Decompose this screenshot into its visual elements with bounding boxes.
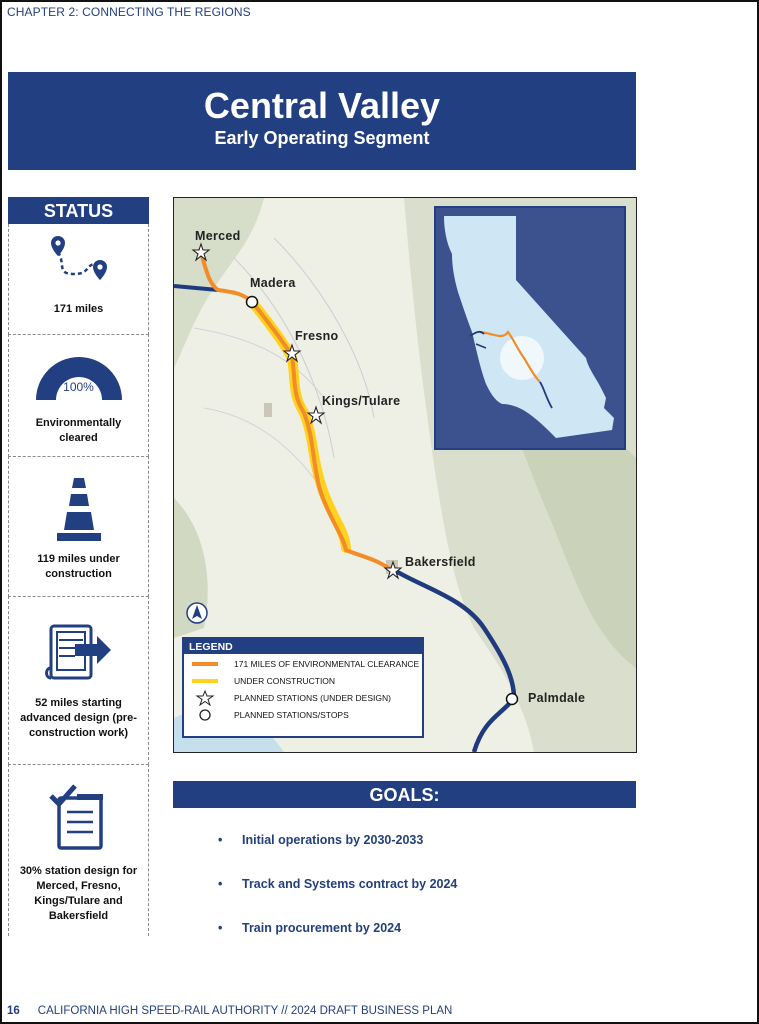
status-item-design xyxy=(8,596,149,765)
legend-label: PLANNED STATIONS (UNDER DESIGN) xyxy=(234,693,391,703)
footer-text: CALIFORNIA HIGH SPEED-RAIL AUTHORITY // 2024 DRAFT BUSINESS PLAN xyxy=(37,1005,453,1017)
legend-label: 171 MILES OF ENVIRONMENTAL CLEARANCE xyxy=(234,659,420,669)
city-label-fresno: Fresno xyxy=(295,329,339,343)
city-label-bakersfield: Bakersfield xyxy=(405,555,476,569)
status-caption: 30% station design for Merced, Fresno, Kings/Tulare and Bakersfield xyxy=(19,865,138,922)
orange-line-swatch xyxy=(190,656,220,672)
legend-label: UNDER CONSTRUCTION xyxy=(234,676,336,686)
title-banner xyxy=(8,72,636,170)
status-item-environmental xyxy=(8,334,149,457)
status-caption: 52 miles starting advanced design (pre-construction work) xyxy=(20,697,137,739)
map-legend xyxy=(182,637,424,738)
city-label-palmdale: Palmdale xyxy=(528,691,586,705)
gauge-value: 100% xyxy=(63,380,94,394)
yellow-line-swatch xyxy=(190,673,220,689)
blueprint-arrow-icon xyxy=(45,620,113,684)
bullet-icon: • xyxy=(218,877,223,891)
route-pins-icon xyxy=(44,234,114,289)
city-label-merced: Merced xyxy=(195,229,241,243)
legend-label: PLANNED STATIONS/STOPS xyxy=(234,710,349,720)
status-caption: 119 miles under construction xyxy=(37,553,120,580)
city-label-kings-tulare: Kings/Tulare xyxy=(322,394,401,408)
legend-title: LEGEND xyxy=(184,639,422,654)
bullet-icon: • xyxy=(218,921,223,935)
status-caption: Environmentally cleared xyxy=(35,417,122,444)
goal-text: Initial operations by 2030-2033 xyxy=(242,833,424,847)
page-footer xyxy=(7,1005,452,1017)
status-column xyxy=(8,224,149,936)
page-number: 16 xyxy=(7,1005,20,1017)
traffic-cone-icon xyxy=(54,476,104,542)
page-title: Central Valley xyxy=(203,85,441,126)
city-label-madera: Madera xyxy=(250,276,296,290)
status-item-construction xyxy=(8,456,149,597)
star-icon xyxy=(190,690,220,706)
circle-icon xyxy=(190,707,220,723)
goals-header: GOALS: xyxy=(173,781,636,808)
bullet-icon: • xyxy=(218,833,223,847)
status-header: STATUS xyxy=(8,197,149,224)
status-caption: 171 miles xyxy=(53,303,104,315)
california-inset-map xyxy=(434,206,626,450)
status-item-miles xyxy=(8,224,149,335)
goal-text: Train procurement by 2024 xyxy=(242,921,402,935)
route-map xyxy=(173,197,637,753)
chapter-heading: CHAPTER 2: CONNECTING THE REGIONS xyxy=(7,5,251,19)
checklist-icon xyxy=(47,784,111,850)
goal-text: Track and Systems contract by 2024 xyxy=(242,877,458,891)
page-subtitle: Early Operating Segment xyxy=(214,128,430,148)
north-arrow-icon xyxy=(186,602,208,624)
california-outline xyxy=(436,208,624,448)
status-item-stations xyxy=(8,764,149,936)
